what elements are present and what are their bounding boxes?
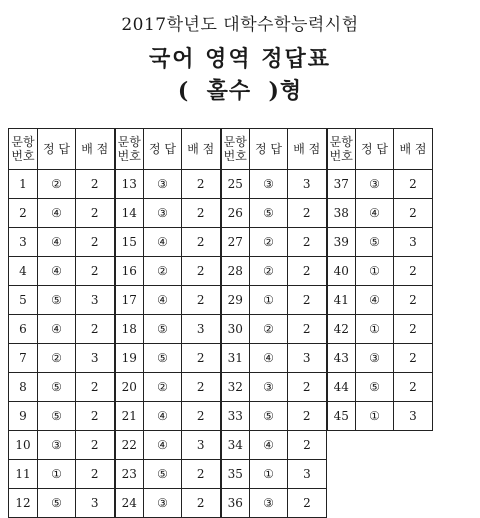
question-number: 38 (327, 199, 356, 228)
points-cell: 2 (288, 228, 327, 257)
column-header-number: 문항 번호 (9, 129, 38, 170)
empty-cell (394, 460, 433, 489)
answer-key-table (8, 128, 433, 518)
answer-cell: ④ (38, 257, 76, 286)
points-cell: 2 (182, 199, 221, 228)
points-cell: 3 (76, 286, 115, 315)
question-number: 20 (115, 373, 144, 402)
answer-cell: ④ (38, 315, 76, 344)
question-number: 40 (327, 257, 356, 286)
column-header-answer: 정 답 (144, 129, 182, 170)
answer-cell: ② (38, 344, 76, 373)
points-cell: 2 (76, 257, 115, 286)
points-cell: 3 (76, 489, 115, 518)
points-cell: 3 (76, 344, 115, 373)
question-number: 8 (9, 373, 38, 402)
points-cell: 2 (288, 489, 327, 518)
column-header-points: 배 점 (182, 129, 221, 170)
empty-cell (327, 431, 356, 460)
question-number: 30 (221, 315, 250, 344)
answer-cell: ④ (144, 431, 182, 460)
question-number: 36 (221, 489, 250, 518)
exam-name: 2017학년도 대학수학능력시험 (121, 15, 359, 35)
points-cell: 3 (288, 344, 327, 373)
column-header-number: 문항 번호 (221, 129, 250, 170)
column-header-points: 배 점 (394, 129, 433, 170)
table-row (9, 373, 433, 402)
answer-cell: ④ (38, 199, 76, 228)
question-number: 37 (327, 170, 356, 199)
table-row (9, 228, 433, 257)
answer-cell: ② (144, 373, 182, 402)
answer-cell: ⑤ (356, 228, 394, 257)
question-number: 28 (221, 257, 250, 286)
answer-cell: ④ (250, 431, 288, 460)
question-number: 12 (9, 489, 38, 518)
question-number: 29 (221, 286, 250, 315)
question-number: 22 (115, 431, 144, 460)
question-number: 23 (115, 460, 144, 489)
answer-cell: ② (250, 257, 288, 286)
points-cell: 3 (394, 402, 433, 431)
question-number: 14 (115, 199, 144, 228)
question-number: 24 (115, 489, 144, 518)
points-cell: 2 (76, 228, 115, 257)
question-number: 42 (327, 315, 356, 344)
question-number: 27 (221, 228, 250, 257)
points-cell: 3 (394, 228, 433, 257)
answer-cell: ③ (250, 489, 288, 518)
question-number: 11 (9, 460, 38, 489)
answer-cell: ④ (250, 344, 288, 373)
answer-cell: ④ (144, 286, 182, 315)
answer-cell: ① (356, 257, 394, 286)
column-header-answer: 정 답 (250, 129, 288, 170)
answer-cell: ⑤ (144, 344, 182, 373)
table-row (9, 402, 433, 431)
answer-cell: ⑤ (144, 315, 182, 344)
answer-cell: ② (250, 228, 288, 257)
question-number: 15 (115, 228, 144, 257)
question-number: 6 (9, 315, 38, 344)
question-number: 9 (9, 402, 38, 431)
table-row (9, 286, 433, 315)
question-number: 31 (221, 344, 250, 373)
answer-cell: ⑤ (38, 373, 76, 402)
points-cell: 2 (288, 402, 327, 431)
question-number: 2 (9, 199, 38, 228)
points-cell: 2 (288, 373, 327, 402)
question-number: 32 (221, 373, 250, 402)
answer-cell: ③ (144, 489, 182, 518)
points-cell: 2 (76, 170, 115, 199)
points-cell: 2 (288, 257, 327, 286)
question-number: 44 (327, 373, 356, 402)
points-cell: 3 (182, 315, 221, 344)
question-number: 16 (115, 257, 144, 286)
points-cell: 2 (182, 402, 221, 431)
question-number: 39 (327, 228, 356, 257)
empty-cell (327, 489, 356, 518)
answer-rows (9, 170, 433, 518)
question-number: 35 (221, 460, 250, 489)
answer-cell: ③ (356, 170, 394, 199)
answer-cell: ② (38, 170, 76, 199)
answer-cell: ② (144, 257, 182, 286)
table-row (9, 431, 433, 460)
points-cell: 3 (288, 170, 327, 199)
points-cell: 2 (182, 344, 221, 373)
answer-cell: ③ (356, 344, 394, 373)
points-cell: 2 (76, 199, 115, 228)
question-number: 43 (327, 344, 356, 373)
table-row (9, 199, 433, 228)
question-number: 25 (221, 170, 250, 199)
points-cell: 2 (182, 170, 221, 199)
answer-cell: ⑤ (38, 286, 76, 315)
empty-cell (327, 460, 356, 489)
page-title: 국어 영역 정답표 (148, 46, 332, 72)
table-row (9, 315, 433, 344)
answer-cell: ⑤ (250, 199, 288, 228)
points-cell: 3 (182, 431, 221, 460)
table-row (9, 460, 433, 489)
points-cell: 2 (394, 170, 433, 199)
empty-cell (356, 489, 394, 518)
answer-cell: ③ (250, 373, 288, 402)
points-cell: 2 (394, 315, 433, 344)
answer-cell: ① (38, 460, 76, 489)
points-cell: 2 (182, 257, 221, 286)
empty-cell (356, 431, 394, 460)
points-cell: 2 (76, 402, 115, 431)
points-cell: 2 (182, 228, 221, 257)
question-number: 4 (9, 257, 38, 286)
question-number: 34 (221, 431, 250, 460)
empty-cell (356, 460, 394, 489)
question-number: 19 (115, 344, 144, 373)
answer-cell: ⑤ (38, 489, 76, 518)
question-number: 26 (221, 199, 250, 228)
points-cell: 2 (76, 315, 115, 344)
answer-cell: ⑤ (38, 402, 76, 431)
answer-cell: ④ (144, 228, 182, 257)
points-cell: 2 (288, 199, 327, 228)
answer-cell: ③ (250, 170, 288, 199)
question-number: 5 (9, 286, 38, 315)
points-cell: 2 (394, 199, 433, 228)
question-number: 13 (115, 170, 144, 199)
table-row (9, 489, 433, 518)
answer-cell: ① (356, 315, 394, 344)
question-number: 10 (9, 431, 38, 460)
question-number: 3 (9, 228, 38, 257)
empty-cell (394, 489, 433, 518)
answer-cell: ① (356, 402, 394, 431)
answer-cell: ⑤ (356, 373, 394, 402)
answer-cell: ④ (356, 199, 394, 228)
column-header-answer: 정 답 (356, 129, 394, 170)
column-header-answer: 정 답 (38, 129, 76, 170)
question-number: 33 (221, 402, 250, 431)
exam-type-line: ( 홀수 )형 (177, 78, 303, 104)
answer-cell: ② (250, 315, 288, 344)
column-header-points: 배 점 (288, 129, 327, 170)
points-cell: 2 (394, 373, 433, 402)
question-number: 21 (115, 402, 144, 431)
table-row (9, 257, 433, 286)
answer-cell: ④ (38, 228, 76, 257)
question-number: 18 (115, 315, 144, 344)
answer-cell: ③ (144, 199, 182, 228)
points-cell: 3 (288, 460, 327, 489)
empty-cell (394, 431, 433, 460)
points-cell: 2 (394, 344, 433, 373)
points-cell: 2 (182, 489, 221, 518)
table-row (9, 170, 433, 199)
answer-cell: ③ (38, 431, 76, 460)
column-header-points: 배 점 (76, 129, 115, 170)
points-cell: 2 (76, 373, 115, 402)
question-number: 45 (327, 402, 356, 431)
answer-cell: ④ (356, 286, 394, 315)
points-cell: 2 (394, 286, 433, 315)
column-header-number: 문항 번호 (327, 129, 356, 170)
points-cell: 2 (182, 460, 221, 489)
answer-cell: ⑤ (144, 460, 182, 489)
question-number: 17 (115, 286, 144, 315)
question-number: 7 (9, 344, 38, 373)
points-cell: 2 (76, 460, 115, 489)
answer-cell: ⑤ (250, 402, 288, 431)
table-row (9, 344, 433, 373)
points-cell: 2 (288, 286, 327, 315)
points-cell: 2 (76, 431, 115, 460)
answer-cell: ① (250, 286, 288, 315)
question-number: 1 (9, 170, 38, 199)
header-row (9, 129, 433, 170)
answer-cell: ④ (144, 402, 182, 431)
points-cell: 2 (288, 315, 327, 344)
points-cell: 2 (288, 431, 327, 460)
points-cell: 2 (182, 286, 221, 315)
question-number: 41 (327, 286, 356, 315)
points-cell: 2 (394, 257, 433, 286)
answer-cell: ① (250, 460, 288, 489)
points-cell: 2 (182, 373, 221, 402)
column-header-number: 문항 번호 (115, 129, 144, 170)
answer-cell: ③ (144, 170, 182, 199)
